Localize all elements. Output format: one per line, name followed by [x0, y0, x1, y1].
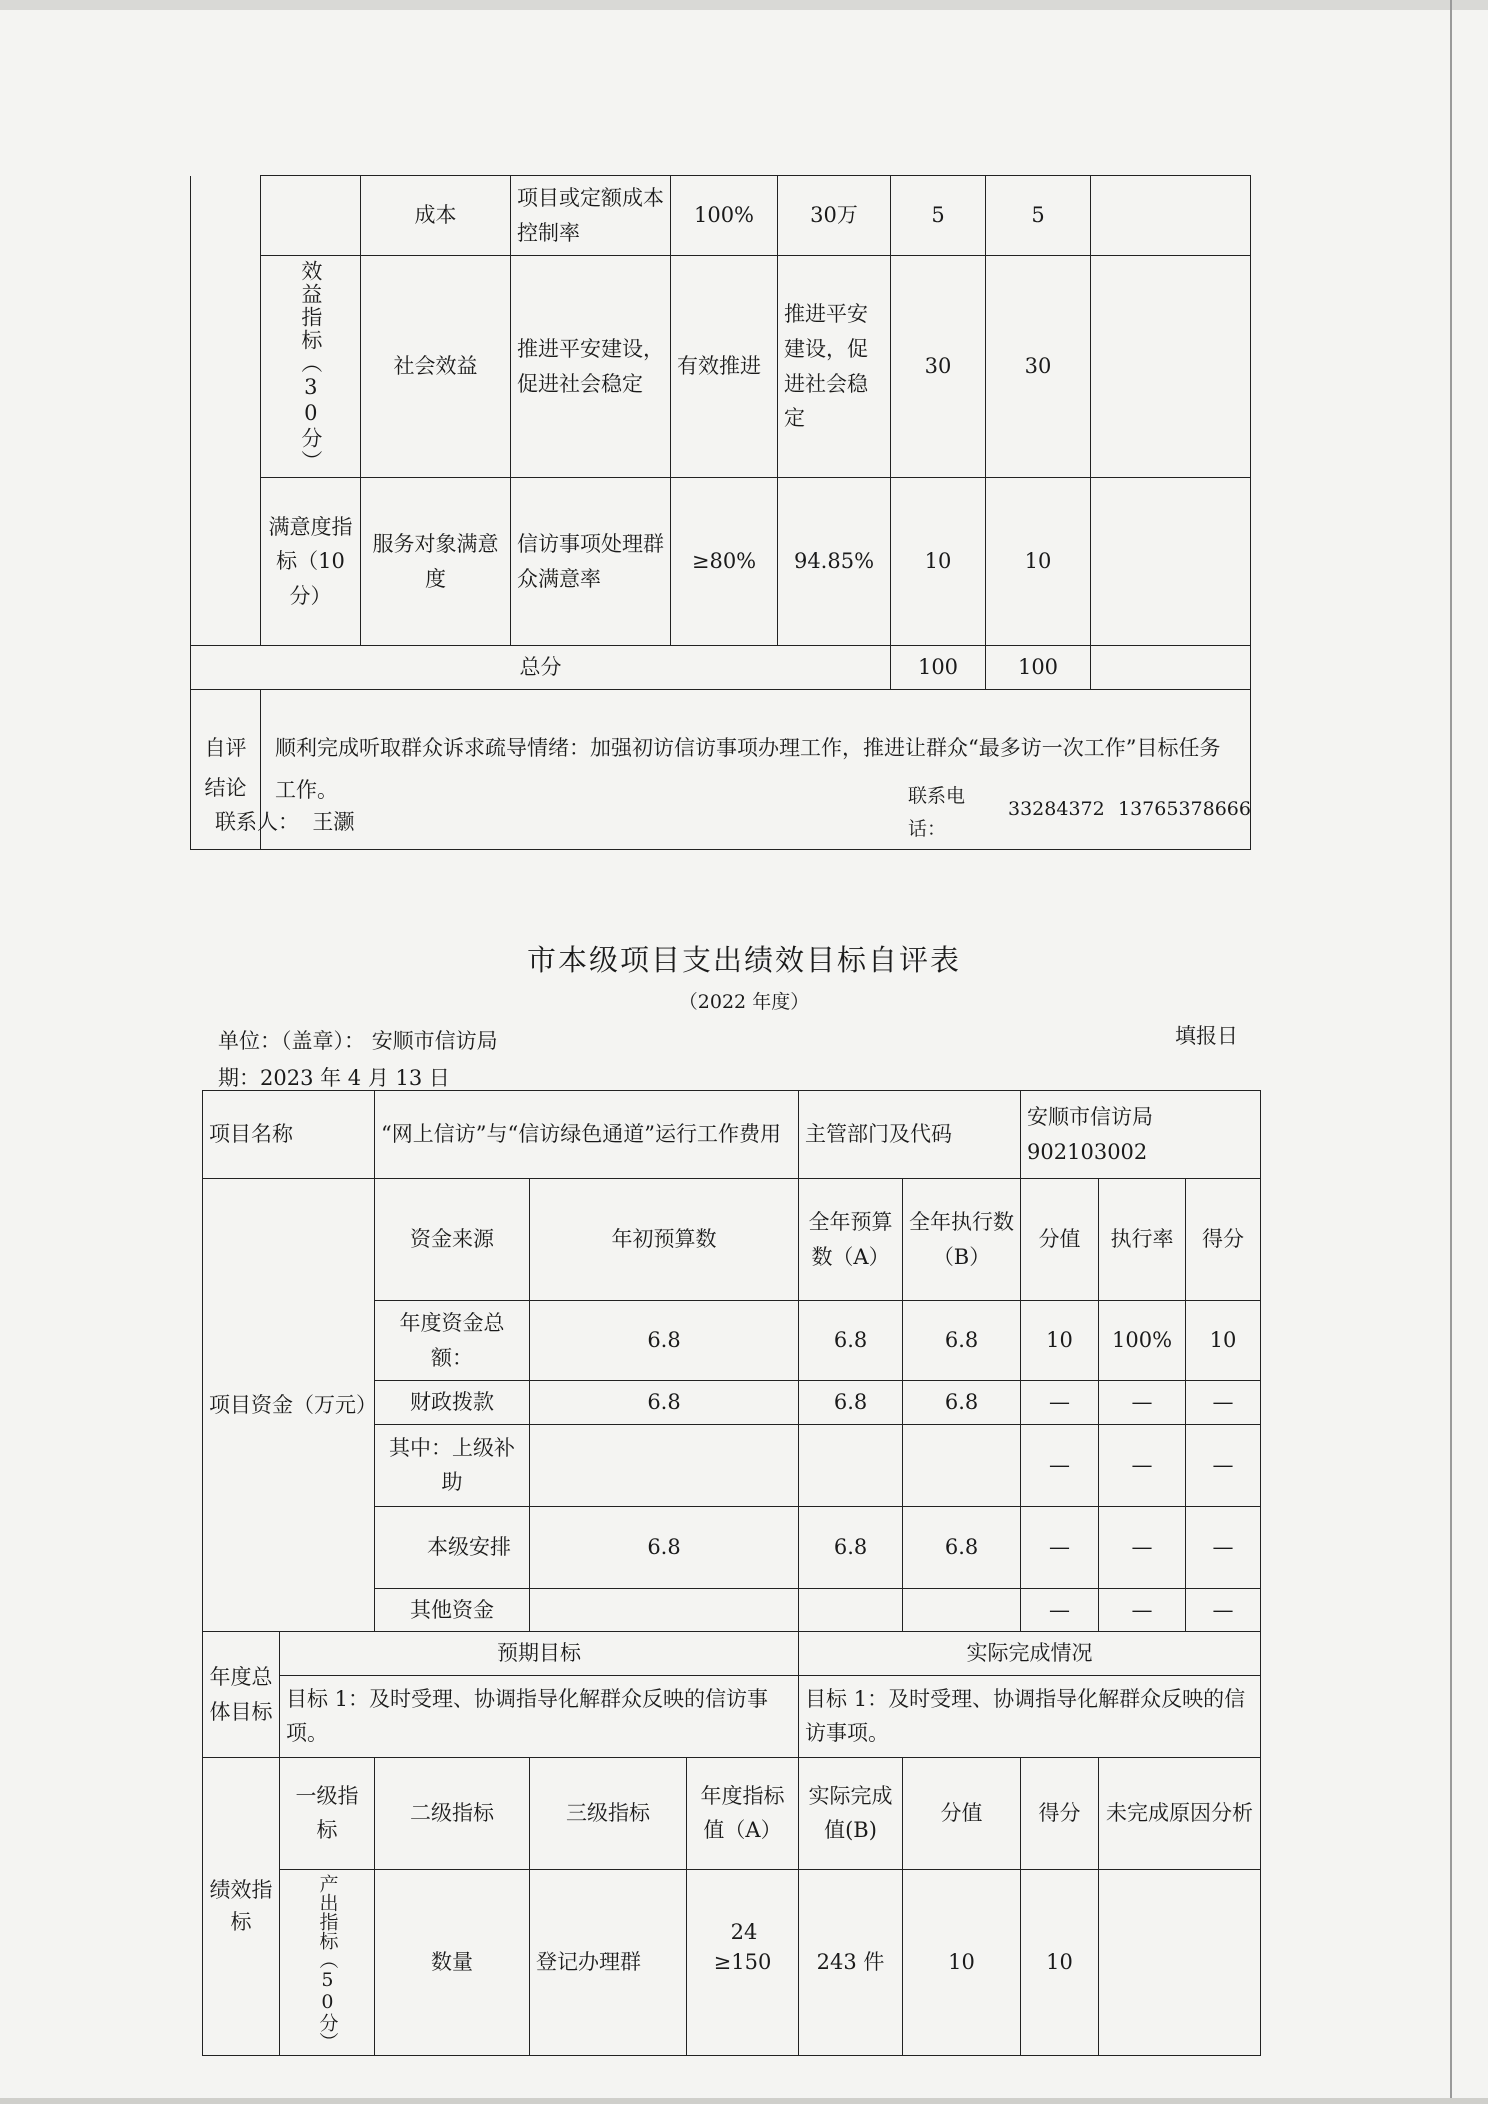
fund-exec	[903, 1588, 1021, 1632]
row-perf-header	[203, 1757, 1261, 1869]
row-cost	[191, 176, 1251, 256]
benefit-actual: 推进平安建设，促进社会稳定	[778, 256, 891, 478]
table-continued	[190, 175, 1251, 850]
row-output	[203, 1869, 1261, 2055]
h-source: 资金来源	[375, 1179, 530, 1301]
out-got: 10	[1021, 1869, 1099, 2055]
contact-person-label: 联系人：	[215, 810, 299, 834]
fund-got: —	[1186, 1381, 1261, 1425]
fund-score: —	[1021, 1424, 1099, 1506]
out-reason	[1099, 1869, 1261, 2055]
cost-reason	[1091, 176, 1251, 256]
expected-label: 预期目标	[280, 1632, 799, 1676]
unit-name: 安顺市信访局	[371, 1029, 498, 1053]
benefit-target: 有效推进	[671, 256, 778, 478]
fund-rate: —	[1099, 1588, 1186, 1632]
fund-init: 6.8	[530, 1301, 799, 1381]
fund-score: —	[1021, 1588, 1099, 1632]
fund-name: 财政拨款	[375, 1381, 530, 1425]
h-got: 得分	[1186, 1179, 1261, 1301]
fund-name: 年度资金总额：	[375, 1301, 530, 1381]
benefit-reason	[1091, 256, 1251, 478]
row-satisfaction	[191, 478, 1251, 646]
total-score: 100	[891, 646, 986, 690]
fund-got: —	[1186, 1506, 1261, 1588]
goal-label: 年度总体目标	[203, 1632, 280, 1758]
h-l3: 三级指标	[530, 1757, 687, 1869]
fund-got: —	[1186, 1424, 1261, 1506]
expected-text: 目标 1：及时受理、协调指导化解群众反映的信访事项。	[280, 1675, 799, 1757]
satisfaction-l1: 满意度指标（10分）	[261, 478, 361, 646]
satisfaction-l3: 信访事项处理群众满意率	[511, 478, 671, 646]
funds-label: 项目资金（万元）	[203, 1179, 375, 1632]
fund-init: 6.8	[530, 1506, 799, 1588]
scan-top-shade	[0, 0, 1488, 10]
fund-annual: 6.8	[799, 1301, 903, 1381]
dept-label: 主管部门及代码	[799, 1091, 1021, 1179]
contact-person	[215, 806, 354, 836]
cost-l3: 项目或定额成本控制率	[511, 176, 671, 256]
row-goal-header	[203, 1632, 1261, 1676]
out-score: 10	[903, 1869, 1021, 2055]
cost-actual: 30万	[778, 176, 891, 256]
h-done: 实际完成值(B)	[799, 1757, 903, 1869]
benefit-l1: 效益指标（30分）	[261, 256, 361, 478]
satisfaction-l2: 服务对象满意度	[361, 478, 511, 646]
cost-target: 100%	[671, 176, 778, 256]
out-done: 243 件	[799, 1869, 903, 2055]
perf-label: 绩效指标	[203, 1757, 280, 2055]
out-target: ≥150	[687, 1869, 799, 2055]
row-project	[203, 1091, 1261, 1179]
cost-l2: 成本	[361, 176, 511, 256]
satisfaction-got: 10	[986, 478, 1091, 646]
h-l1: 一级指标	[280, 1757, 375, 1869]
total-got: 100	[986, 646, 1091, 690]
total-reason	[1091, 646, 1251, 690]
out-l2: 数量	[375, 1869, 530, 2055]
fund-annual	[799, 1588, 903, 1632]
benefit-score: 30	[891, 256, 986, 478]
h-init: 年初预算数	[530, 1179, 799, 1301]
conclusion-text: 顺利完成听取群众诉求疏导情绪：加强初访信访事项办理工作，推进让群众“最多访一次工作”目标任务工作。	[261, 689, 1251, 849]
unit-label: 单位：（盖章）：	[218, 1029, 365, 1053]
h-rate: 执行率	[1099, 1179, 1186, 1301]
table-main	[202, 1090, 1261, 2056]
year-label: （2022 年度）	[678, 991, 810, 1013]
fill-date-label: 填报日	[1175, 1024, 1238, 1048]
fund-exec: 6.8	[903, 1301, 1021, 1381]
fund-annual: 6.8	[799, 1381, 903, 1425]
cost-got: 5	[986, 176, 1091, 256]
satisfaction-target: ≥80%	[671, 478, 778, 646]
fund-rate: —	[1099, 1424, 1186, 1506]
h-exec: 全年执行数（B）	[903, 1179, 1021, 1301]
row-total	[191, 646, 1251, 690]
contact-phone-label: 联系电话：	[908, 785, 966, 841]
benefit-l2: 社会效益	[361, 256, 511, 478]
h-pgot: 得分	[1021, 1757, 1099, 1869]
fund-rate: —	[1099, 1381, 1186, 1425]
project-label: 项目名称	[203, 1091, 375, 1179]
fund-init	[530, 1588, 799, 1632]
fund-name: 其中：上级补助	[375, 1424, 530, 1506]
blank-cell	[261, 176, 361, 256]
cost-score: 5	[891, 176, 986, 256]
fund-annual: 6.8	[799, 1506, 903, 1588]
scan-bottom-shade	[0, 2098, 1488, 2104]
benefit-l3: 推进平安建设，促进社会稳定	[511, 256, 671, 478]
page-title: 市本级项目支出绩效目标自评表	[526, 943, 961, 977]
row-goal	[203, 1675, 1261, 1757]
fund-got: 10	[1186, 1301, 1261, 1381]
h-target: 年度指标值（A）	[687, 1757, 799, 1869]
fund-name: 其他资金	[375, 1588, 530, 1632]
project-name: “网上信访”与“信访绿色通道”运行工作费用	[375, 1091, 799, 1179]
fund-rate: —	[1099, 1506, 1186, 1588]
fund-name: 本级安排	[375, 1506, 530, 1588]
fund-score: —	[1021, 1506, 1099, 1588]
unit-line	[218, 1025, 498, 1055]
fund-exec: 6.8	[903, 1506, 1021, 1588]
blank-l1-cell	[191, 176, 261, 646]
h-pscore: 分值	[903, 1757, 1021, 1869]
h-score: 分值	[1021, 1179, 1099, 1301]
h-annual: 全年预算数（A）	[799, 1179, 903, 1301]
fund-exec: 6.8	[903, 1381, 1021, 1425]
row-fund-header	[203, 1179, 1261, 1301]
h-reason: 未完成原因分析	[1099, 1757, 1261, 1869]
satisfaction-reason	[1091, 478, 1251, 646]
out-l1: 产出指标（50分）	[280, 1869, 375, 2055]
fund-score: 10	[1021, 1301, 1099, 1381]
page-number: 24	[730, 1920, 758, 1944]
satisfaction-actual: 94.85%	[778, 478, 891, 646]
date-line: 期：2023 年 4 月 13 日	[218, 1066, 450, 1090]
contact-phone1: 33284372	[1008, 798, 1105, 820]
contact-phone2: 13765378666	[1118, 798, 1251, 820]
actual-text: 目标 1：及时受理、协调指导化解群众反映的信访事项。	[799, 1675, 1261, 1757]
contact-person-name: 王灏	[312, 810, 355, 834]
row-benefit	[191, 256, 1251, 478]
fund-init: 6.8	[530, 1381, 799, 1425]
fund-rate: 100%	[1099, 1301, 1186, 1381]
satisfaction-score: 10	[891, 478, 986, 646]
benefit-got: 30	[986, 256, 1091, 478]
conclusion-label: 自评结论	[191, 689, 261, 849]
fund-got: —	[1186, 1588, 1261, 1632]
dept-name: 安顺市信访局 902103002	[1021, 1091, 1261, 1179]
total-label: 总分	[191, 646, 891, 690]
h-l2: 二级指标	[375, 1757, 530, 1869]
fund-score: —	[1021, 1381, 1099, 1425]
fund-exec	[903, 1424, 1021, 1506]
scan-right-edge	[1450, 0, 1452, 2104]
fund-annual	[799, 1424, 903, 1506]
actual-label: 实际完成情况	[799, 1632, 1261, 1676]
out-l3: 登记办理群	[530, 1869, 687, 2055]
fund-init	[530, 1424, 799, 1506]
